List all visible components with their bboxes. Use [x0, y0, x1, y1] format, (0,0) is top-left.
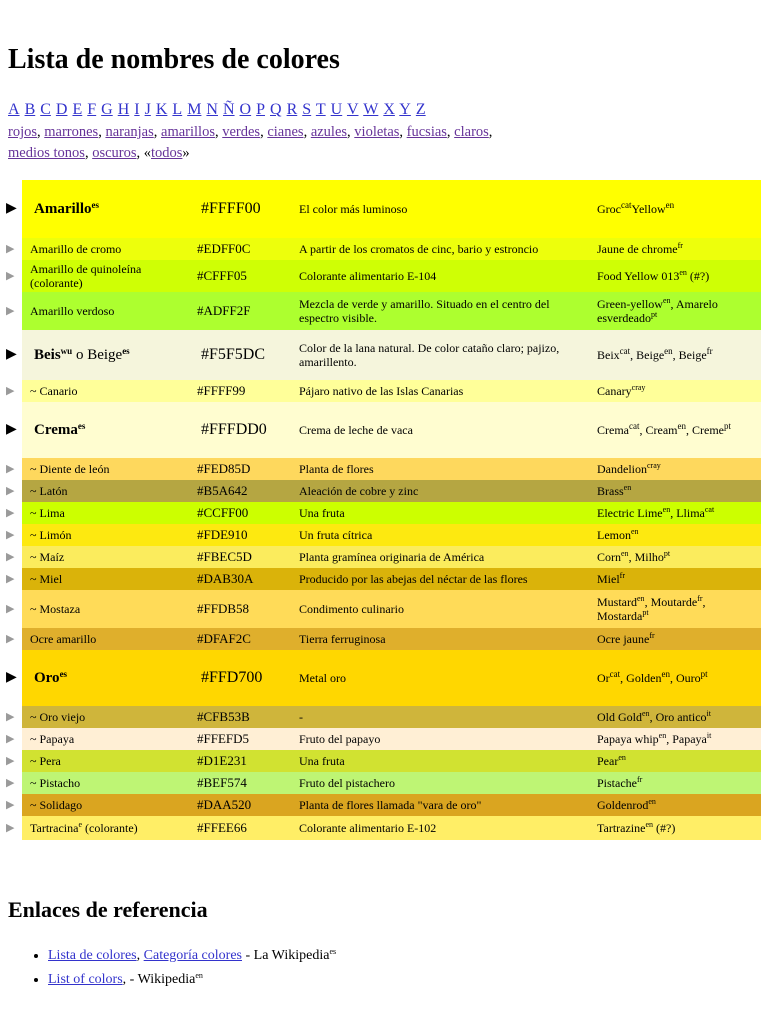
hex-code: #F5F5DC: [193, 330, 295, 380]
row-arrow-icon[interactable]: ▶: [4, 706, 22, 728]
lang-tag: fr: [619, 571, 625, 580]
translations-cell: [593, 628, 761, 650]
category-link[interactable]: fucsias: [406, 124, 447, 140]
translation-name: , Cream: [639, 423, 678, 437]
row-arrow-icon[interactable]: ▶: [4, 380, 22, 402]
color-row: [4, 650, 761, 706]
color-name: ~ Maíz: [30, 550, 65, 564]
color-row: [4, 794, 761, 816]
translations-cell: [593, 568, 761, 590]
color-description: Planta de flores: [295, 458, 593, 480]
category-links: rojos, marrones, naranjas, amarillos, verdes, cianes, azules, violetas, fucsias, claros, medios tonos, oscuros, «todos»: [8, 124, 493, 161]
translation-name: Pear: [597, 754, 619, 768]
hex-code: #FFFF99: [193, 380, 295, 402]
hex-code: #DAB30A: [193, 568, 295, 590]
color-name-cell: [22, 402, 193, 458]
reference-item: [48, 968, 336, 992]
lang-tag: cat: [704, 505, 715, 514]
translations-cell: [593, 590, 761, 628]
color-description: Un fruta cítrica: [295, 524, 593, 546]
color-name-cell: [22, 628, 193, 650]
color-description: Tierra ferruginosa: [295, 628, 593, 650]
alphabet-letter-link[interactable]: D: [55, 101, 68, 118]
alphabet-letter-link[interactable]: S: [302, 101, 312, 118]
color-name: Crema: [34, 422, 78, 438]
hex-code: #D1E231: [193, 750, 295, 772]
color-name-cell: [22, 524, 193, 546]
color-description: Una fruta: [295, 750, 593, 772]
translation-name: Lemon: [597, 528, 631, 542]
translation-name: Mustard: [597, 595, 637, 609]
color-description: Condimento culinario: [295, 590, 593, 628]
category-link[interactable]: claros: [454, 124, 489, 140]
color-name-cell: [22, 650, 193, 706]
color-row: [4, 458, 761, 480]
hex-code: #EDFF0C: [193, 238, 295, 260]
color-description: Pájaro nativo de las Islas Canarias: [295, 380, 593, 402]
color-row: [4, 706, 761, 728]
hex-code: #FFDB58: [193, 590, 295, 628]
reference-text: , - Wikipedia: [122, 972, 196, 987]
color-row: [4, 238, 761, 260]
alphabet-letter-link[interactable]: R: [286, 101, 298, 118]
alphabet-letter-link[interactable]: A: [8, 101, 20, 118]
translations-cell: [593, 546, 761, 568]
translation-name: , Amarelo esverdeado: [597, 297, 718, 325]
lang-tag: wu: [60, 346, 73, 356]
category-link[interactable]: azules: [310, 124, 348, 140]
hex-code: #ADFF2F: [193, 292, 295, 330]
category-link[interactable]: naranjas: [105, 124, 154, 140]
translation-name: Electric Lime: [597, 506, 663, 520]
color-name-cell: [22, 794, 193, 816]
translations-cell: [593, 238, 761, 260]
color-description: Colorante alimentario E-104: [295, 260, 593, 292]
color-name-cell: [22, 706, 193, 728]
row-arrow-icon[interactable]: ▶: [4, 524, 22, 546]
row-arrow-icon[interactable]: ▶: [4, 590, 22, 628]
lang-tag: en: [658, 731, 667, 740]
all-prefix: «: [143, 145, 151, 161]
hex-code: #CFB53B: [193, 706, 295, 728]
page-title: Lista de nombres de colores: [8, 44, 340, 75]
translation-name: , Beige: [672, 348, 707, 362]
alphabet-letter-link[interactable]: Z: [415, 101, 426, 118]
lang-tag: fr: [706, 346, 713, 356]
translation-name: , Ouro: [670, 671, 701, 685]
lang-tag: pt: [663, 549, 671, 558]
color-description: Una fruta: [295, 502, 593, 524]
row-arrow-icon[interactable]: ▶: [4, 330, 22, 380]
row-arrow-icon[interactable]: ▶: [4, 260, 22, 292]
translations-cell: [593, 794, 761, 816]
color-name-cell: [22, 380, 193, 402]
color-description: Colorante alimentario E-102: [295, 816, 593, 840]
lang-tag: en: [677, 421, 686, 431]
translation-name: Goldenrod: [597, 798, 649, 812]
color-row: [4, 590, 761, 628]
color-row: [4, 816, 761, 840]
row-arrow-icon[interactable]: ▶: [4, 458, 22, 480]
alphabet-letter-link[interactable]: Y: [399, 101, 411, 118]
lang-tag: en: [679, 268, 687, 277]
alphabet-letter-link[interactable]: I: [134, 101, 140, 118]
translation-name: Corn: [597, 550, 621, 564]
all-suffix: »: [182, 145, 190, 161]
row-arrow-icon[interactable]: ▶: [4, 546, 22, 568]
color-name-cell: [22, 568, 193, 590]
alphabet-letter-link[interactable]: H: [117, 101, 130, 118]
color-name: Beis: [34, 347, 61, 363]
translation-name: , Mostarda: [597, 595, 706, 623]
translation-name: Miel: [597, 572, 620, 586]
color-name: ~ Pera: [30, 754, 61, 768]
translations-cell: [593, 292, 761, 330]
color-name-cell: [22, 750, 193, 772]
color-name-alt: o Beige: [72, 347, 123, 363]
alphabet-letter-link[interactable]: E: [72, 101, 83, 118]
lang-tag: fr: [697, 594, 703, 603]
lang-tag: en: [645, 820, 654, 829]
color-row: [4, 402, 761, 458]
lang-tag: cray: [647, 461, 661, 470]
color-name-cell: [22, 260, 193, 292]
hex-code: #CCFF00: [193, 502, 295, 524]
category-link[interactable]: verdes: [222, 124, 261, 140]
lang-tag: fr: [677, 241, 683, 250]
row-arrow-icon[interactable]: ▶: [4, 750, 22, 772]
reference-link[interactable]: Categoría colores: [143, 948, 242, 963]
category-link-all[interactable]: todos: [151, 145, 183, 161]
lang-tag: pt: [700, 669, 708, 679]
translation-name: Jaune de chrome: [597, 242, 678, 256]
translations-cell: [593, 728, 761, 750]
category-link[interactable]: violetas: [354, 124, 400, 140]
color-name: ~ Miel: [30, 572, 63, 586]
hex-code: #CFFF05: [193, 260, 295, 292]
color-description: Planta de flores llamada "vara de oro": [295, 794, 593, 816]
lang-tag: en: [662, 296, 671, 305]
color-name-cell: [22, 180, 193, 238]
color-name: ~ Oro viejo: [30, 710, 86, 724]
color-row: [4, 380, 761, 402]
translation-name: Papaya whip: [597, 732, 659, 746]
translation-name: , Llima: [670, 506, 705, 520]
lang-tag: es: [329, 947, 337, 956]
color-name-cell: [22, 546, 193, 568]
translation-name: Beix: [597, 348, 620, 362]
color-name: Amarillo de quinoleína (colorante): [30, 262, 142, 290]
alphabet-letter-link[interactable]: Ñ: [222, 101, 235, 118]
row-arrow-icon[interactable]: ▶: [4, 238, 22, 260]
translation-name: , Golden: [620, 671, 662, 685]
translation-name: , Oro antico: [649, 710, 707, 724]
translation-name: Dandelion: [597, 462, 647, 476]
alphabet-letter-link[interactable]: U: [330, 101, 343, 118]
lang-tag: en: [621, 549, 629, 558]
translation-name: Crema: [597, 423, 629, 437]
color-name: ~ Papaya: [30, 732, 75, 746]
lang-tag: en: [665, 200, 675, 210]
category-link[interactable]: marrones: [44, 124, 99, 140]
translations-cell: [593, 772, 761, 794]
translations-cell: [593, 330, 761, 380]
lang-tag: cat: [621, 200, 632, 210]
translation-name: , Creme: [686, 423, 724, 437]
alphabet-letter-link[interactable]: V: [346, 101, 359, 118]
lang-tag: es: [91, 200, 99, 210]
translation-name: Ocre jaune: [597, 632, 650, 646]
translation-name: Tartrazine: [597, 821, 646, 835]
color-description: Planta gramínea originaria de América: [295, 546, 593, 568]
color-row: [4, 502, 761, 524]
alphabet-letter-link[interactable]: Q: [270, 101, 282, 118]
translation-name: , Milho: [628, 550, 664, 564]
alphabet-letter-link[interactable]: L: [172, 101, 183, 118]
color-description: -: [295, 706, 593, 728]
reference-item: • Lista de colores, Categoría colores - La Wikipedia$^{es}$: [48, 944, 336, 968]
references-heading: Enlaces de referencia: [8, 897, 208, 922]
reference-text: - La Wikipedia: [242, 948, 330, 963]
translation-name: Canary: [597, 384, 632, 398]
color-name: ~ Solidago: [30, 798, 83, 812]
translations-cell: [593, 524, 761, 546]
color-row: [4, 292, 761, 330]
color-description: Producido por las abejas del néctar de las flores: [295, 568, 593, 590]
color-name: ~ Diente de león: [30, 462, 110, 476]
lang-tag: en: [664, 346, 673, 356]
color-name-cell: [22, 728, 193, 750]
hex-code: #FFEFD5: [193, 728, 295, 750]
color-name-cell: [22, 816, 193, 840]
color-row: [4, 546, 761, 568]
lang-tag: es: [122, 346, 130, 356]
row-arrow-icon[interactable]: ▶: [4, 292, 22, 330]
color-description: Fruto del pistachero: [295, 772, 593, 794]
color-name-cell: [22, 458, 193, 480]
alphabet-letter-link[interactable]: W: [363, 101, 379, 118]
color-name: ~ Latón: [30, 484, 68, 498]
color-name: ~ Pistacho: [30, 776, 81, 790]
lang-tag: fr: [637, 775, 643, 784]
color-name: ~ Mostaza: [30, 602, 81, 616]
color-name: ~ Limón: [30, 528, 72, 542]
color-row: [4, 524, 761, 546]
translation-name: Green-yellow: [597, 297, 663, 311]
row-arrow-icon[interactable]: ▶: [4, 502, 22, 524]
color-description: Color de la lana natural. De color cataño claro; pajizo, amarillento.: [295, 330, 593, 380]
alphabet-index: [8, 100, 427, 120]
color-row: [4, 628, 761, 650]
color-name: ~ Lima: [30, 506, 65, 520]
alphabet-letter-link[interactable]: C: [40, 101, 51, 118]
alphabet-letter-link[interactable]: K: [155, 101, 168, 118]
translation-name: Yellow: [631, 202, 666, 216]
row-arrow-icon[interactable]: ▶: [4, 650, 22, 706]
color-name-cell: [22, 772, 193, 794]
category-link[interactable]: amarillos: [161, 124, 215, 140]
hex-code: #B5A642: [193, 480, 295, 502]
color-row: [4, 260, 761, 292]
alphabet-letter-link[interactable]: T: [315, 101, 326, 118]
hex-code: #DFAF2C: [193, 628, 295, 650]
reference-link[interactable]: Lista de colores: [48, 948, 137, 963]
color-row: [4, 480, 761, 502]
color-name: Amarillo verdoso: [30, 304, 115, 318]
lang-tag: en: [662, 505, 671, 514]
alphabet-letter-link[interactable]: N: [206, 101, 218, 118]
translation-name: Groc: [597, 202, 621, 216]
translation-name: Brass: [597, 484, 624, 498]
color-description: Aleación de cobre y zinc: [295, 480, 593, 502]
translation-name: Pistache: [597, 776, 637, 790]
lang-tag: es: [77, 421, 86, 431]
translations-cell: [593, 816, 761, 840]
color-row: [4, 330, 761, 380]
lang-tag: en: [661, 669, 670, 679]
color-name: Oro: [34, 670, 60, 686]
translations-cell: [593, 260, 761, 292]
translation-name: (#?): [653, 821, 676, 835]
alphabet-letter-link[interactable]: O: [239, 101, 252, 118]
color-table: [4, 180, 761, 840]
color-description: A partir de los cromatos de cinc, bario y estroncio: [295, 238, 593, 260]
color-name: Amarillo de cromo: [30, 242, 122, 256]
color-row: [4, 728, 761, 750]
hex-code: #FDE910: [193, 524, 295, 546]
color-name-cell: [22, 330, 193, 380]
color-name-cell: [22, 502, 193, 524]
hex-code: #FBEC5D: [193, 546, 295, 568]
translations-cell: [593, 180, 761, 238]
translations-cell: [593, 750, 761, 772]
hex-code: #FFFDD0: [193, 402, 295, 458]
color-name: Tartracina: [30, 821, 79, 835]
translation-name: Old Gold: [597, 710, 642, 724]
color-description: Metal oro: [295, 650, 593, 706]
color-row: [4, 750, 761, 772]
alphabet-letter-link[interactable]: J: [144, 101, 151, 118]
row-arrow-icon[interactable]: ▶: [4, 628, 22, 650]
lang-tag: it: [706, 731, 712, 740]
color-name-cell: [22, 590, 193, 628]
translation-name: , Beige: [630, 348, 665, 362]
color-row: [4, 772, 761, 794]
row-arrow-icon[interactable]: ▶: [4, 480, 22, 502]
hex-code: #FFEE66: [193, 816, 295, 840]
hex-code: #FFFF00: [193, 180, 295, 238]
translations-cell: [593, 458, 761, 480]
color-name: Ocre amarillo: [30, 632, 97, 646]
lang-tag: pt: [724, 421, 732, 431]
alphabet-letter-link[interactable]: P: [256, 101, 266, 118]
color-description: Mezcla de verde y amarillo. Situado en el centro del espectro visible.: [295, 292, 593, 330]
translation-name: Or: [597, 671, 610, 685]
lang-tag: pt: [642, 608, 649, 617]
lang-tag: en: [631, 527, 639, 536]
translation-name: Food Yellow 013: [597, 269, 680, 283]
lang-tag: cray: [631, 383, 646, 392]
translations-cell: [593, 706, 761, 728]
color-name: ~ Canario: [30, 384, 78, 398]
category-link[interactable]: rojos: [8, 124, 37, 140]
hex-code: #DAA520: [193, 794, 295, 816]
translations-cell: [593, 650, 761, 706]
category-link[interactable]: medios tonos: [8, 145, 85, 161]
alphabet-letter-link[interactable]: G: [101, 101, 113, 118]
color-row: [4, 180, 761, 238]
translation-name: , Papaya: [666, 732, 707, 746]
hex-code: #BEF574: [193, 772, 295, 794]
alphabet-letter-link[interactable]: B: [24, 101, 36, 118]
color-description: El color más luminoso: [295, 180, 593, 238]
color-row: [4, 568, 761, 590]
lang-tag: en: [195, 971, 203, 980]
hex-code: #FFD700: [193, 650, 295, 706]
lang-tag: pt: [650, 310, 658, 319]
lang-tag: en: [618, 753, 626, 762]
category-link[interactable]: oscuros: [92, 145, 137, 161]
color-description: Crema de leche de vaca: [295, 402, 593, 458]
lang-tag: fr: [649, 631, 655, 640]
row-arrow-icon[interactable]: ▶: [4, 816, 22, 840]
lang-tag: cat: [609, 669, 621, 679]
references-list: [28, 944, 336, 992]
lang-tag: en: [648, 797, 656, 806]
color-name-suffix: (colorante): [82, 821, 138, 835]
lang-tag: en: [642, 709, 650, 718]
alphabet-letter-link[interactable]: F: [87, 101, 97, 118]
color-name-cell: [22, 292, 193, 330]
color-name-cell: [22, 480, 193, 502]
lang-tag: cat: [629, 421, 640, 431]
row-arrow-icon[interactable]: ▶: [4, 772, 22, 794]
translations-cell: [593, 502, 761, 524]
category-link[interactable]: cianes: [267, 124, 304, 140]
alphabet-letter-link[interactable]: M: [187, 101, 202, 118]
translations-cell: [593, 402, 761, 458]
reference-link[interactable]: List of colors: [48, 972, 123, 987]
lang-tag: it: [706, 709, 711, 718]
hex-code: #FED85D: [193, 458, 295, 480]
translation-name: (#?): [686, 269, 710, 283]
row-arrow-icon[interactable]: ▶: [4, 402, 22, 458]
translation-name: , Moutarde: [644, 595, 698, 609]
translations-cell: [593, 480, 761, 502]
alphabet-letter-link[interactable]: X: [383, 101, 395, 118]
lang-tag: cat: [619, 346, 631, 356]
lang-tag: en: [623, 483, 632, 492]
color-name-cell: [22, 238, 193, 260]
lang-tag: en: [637, 594, 645, 603]
color-description: Fruto del papayo: [295, 728, 593, 750]
translations-cell: [593, 380, 761, 402]
row-arrow-icon[interactable]: ▶: [4, 794, 22, 816]
row-arrow-icon[interactable]: ▶: [4, 728, 22, 750]
row-arrow-icon[interactable]: ▶: [4, 568, 22, 590]
row-arrow-icon[interactable]: ▶: [4, 180, 22, 238]
color-name: Amarillo: [34, 201, 92, 217]
lang-tag: es: [59, 669, 68, 679]
lang-tag: e: [78, 820, 83, 829]
